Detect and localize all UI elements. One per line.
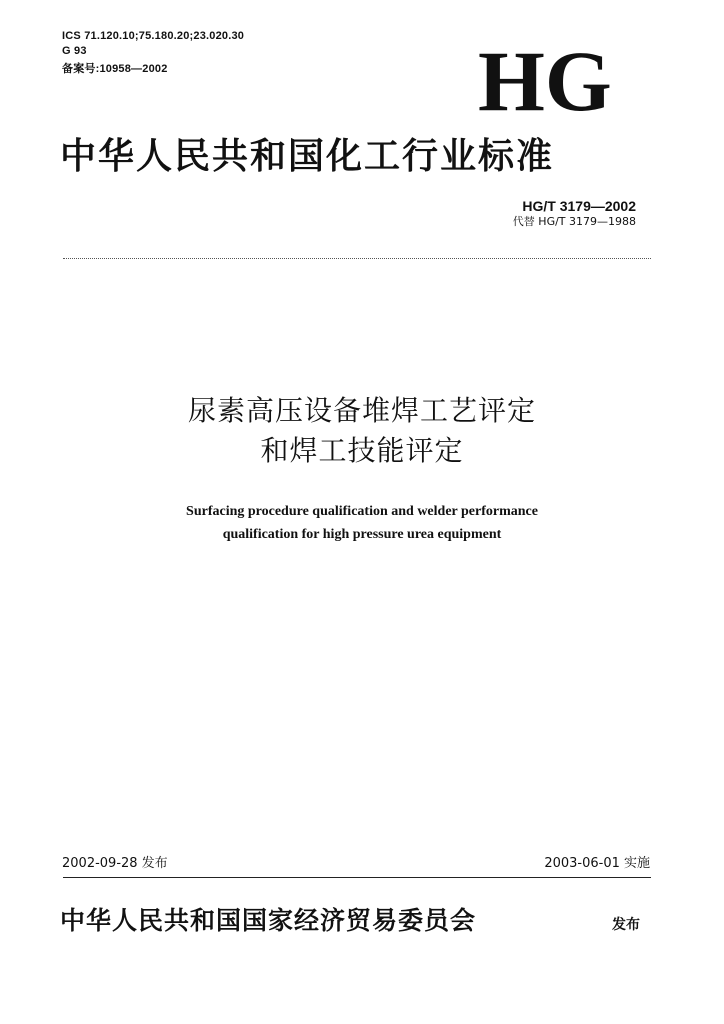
header-divider — [63, 258, 651, 259]
title-zh-line2: 和焊工技能评定 — [260, 434, 464, 467]
title-en-line2: qualification for high pressure urea equipment — [222, 527, 502, 542]
title-en-line1: Surfacing procedure qualification and welder performance — [186, 504, 538, 519]
standard-category: 中华人民共和国化工行业标准 — [60, 135, 555, 177]
footer-divider — [63, 877, 651, 878]
implementation-date: 2003-06-01 实施 — [544, 856, 650, 871]
standard-number: HG/T 3179—2002 — [522, 198, 636, 214]
hg-logo: HG — [478, 33, 612, 129]
ics-code: ICS 71.120.10;75.180.20;23.020.30 — [62, 30, 245, 42]
title-zh-line1: 尿素高压设备堆焊工艺评定 — [187, 394, 536, 427]
publish-label: 发布 — [612, 917, 640, 933]
filing-number: 备案号:10958—2002 — [62, 63, 168, 75]
issue-date: 2002-09-28 发布 — [62, 856, 168, 871]
ccs-code: G 93 — [62, 45, 87, 57]
replaces-standard: 代替 HG/T 3179—1988 — [512, 215, 636, 228]
publisher-name: 中华人民共和国国家经济贸易委员会 — [60, 906, 477, 935]
